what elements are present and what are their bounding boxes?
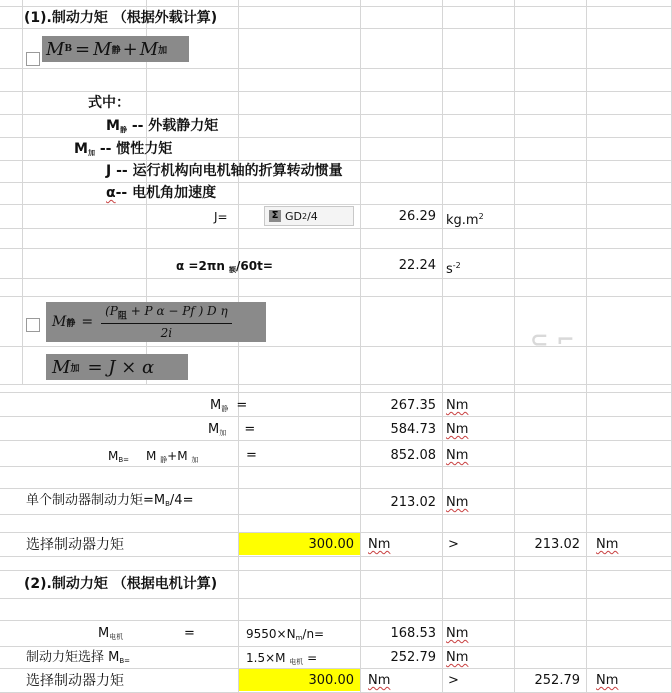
result-total-value: 852.08 [390,448,436,463]
alpha-label: α =2πn $_额$/60t= [176,259,273,274]
formula-term1-sub: 静 [111,45,121,56]
motor-torque-eq: = [184,626,195,641]
formula-inertia-torque: M 加 = J × α [46,354,188,380]
motor-torque-unit: Nm [446,626,469,641]
result-inertia-label: $M_加$ = [208,422,256,437]
single-brake-label: 单个制动器制动力矩$=M_B/4=$ [26,493,194,508]
select-brake2-compare-unit: Nm [596,673,619,688]
brake-select-value: 252.79 [390,650,436,665]
grid-line [0,228,672,229]
grid-line [0,114,672,115]
grid-line [0,466,672,467]
select-brake-compare-unit: Nm [596,537,619,552]
grid-line [0,6,672,7]
grid-line [0,137,672,138]
result-static-label: $M_静$ = [210,398,248,413]
alpha-value: 22.24 [398,258,436,273]
sigma-icon: Σ [269,210,281,222]
brake-select-label: 制动力矩选择 $M_{B=}$ [26,650,131,665]
formula-term1: M [93,38,112,60]
watermark: ⊂ ⌐ [530,328,575,353]
grid-line [0,570,672,571]
section2-title: (2).制动力矩 （根据电机计算) [24,576,218,592]
result-total-eq: = [246,448,257,463]
object-anchor [26,52,40,66]
grid-line [0,556,672,557]
object-anchor [26,318,40,332]
compare-sign-2: > [448,673,459,688]
select-brake-unit: Nm [368,537,391,552]
brake-select-expr: 1.5×M $_{电机}$ = [246,651,318,666]
select-brake2-compare-value: 252.79 [534,673,580,688]
section1-title: (1).制动力矩 （根据外载计算) [24,10,218,26]
single-brake-unit: Nm [446,495,469,510]
result-total-label-a: $M_{B=}$ [108,449,130,464]
def-inertia-moment: J -- 运行机构向电机轴的折算转动惯量 [106,163,343,179]
gd-formula-box: Σ GD 2 /4 [264,206,354,226]
grid-line [22,0,23,384]
motor-torque-label: $M_{电机}$ [98,626,124,641]
result-static-unit: Nm [446,398,469,413]
result-static-value: 267.35 [390,398,436,413]
grid-line [0,28,672,29]
grid-line [0,204,672,205]
j-unit: $kg.m^2$ [446,212,484,228]
select-brake-value[interactable]: 300.00 [308,537,354,552]
grid-line [0,384,672,385]
j-label: J= [214,210,228,224]
formula-lhs: M [46,38,65,60]
compare-sign: > [448,537,459,552]
grid-line [0,278,672,279]
grid-line [0,68,672,69]
grid-line [0,598,672,599]
grid-line [0,182,672,183]
grid-line [0,416,672,417]
j-value: 26.29 [398,209,436,224]
select-brake2-value[interactable]: 300.00 [308,673,354,688]
motor-torque-value: 168.53 [390,626,436,641]
grid-line [0,514,672,515]
result-inertia-value: 584.73 [390,422,436,437]
grid-line [0,620,672,621]
grid-line [0,488,672,489]
grid-line [0,91,672,92]
brake-select-unit: Nm [446,650,469,665]
grid-line [0,296,672,297]
where-label: 式中： [88,95,130,111]
single-brake-value: 213.02 [390,495,436,510]
grid-line [0,392,672,393]
result-total-unit: Nm [446,448,469,463]
select-brake2-label: 选择制动器力矩 [26,673,124,689]
grid-line [0,440,672,441]
formula-term2: M [139,38,159,60]
select-brake-label: 选择制动器力矩 [26,537,124,553]
alpha-unit: $s^{-2}$ [446,261,461,277]
def-angular-accel: α-- 电机角加速度 [106,185,217,201]
def-static-torque: $M_静$ -- 外载静力矩 [106,118,219,134]
grid-line [0,646,672,647]
result-total-label-b: M $_静$+M $_加$ [146,449,199,464]
formula-term2-sub: 加 [158,45,168,56]
formula-lhs-sub: B [64,44,73,54]
grid-line [0,248,672,249]
formula-static-torque: M 静 = $\frac{(P_阻 + P \alpha - Pf ) D \eta}{2i}$ [46,302,266,342]
formula-brake-torque: M B = M 静 + M 加 [42,36,189,62]
select-brake2-unit: Nm [368,673,391,688]
def-inertia-torque: $M_加$ -- 惯性力矩 [74,141,173,157]
motor-torque-expr: $9550\times N_m/n=$ [246,627,325,642]
result-inertia-unit: Nm [446,422,469,437]
fraction: $\frac{(P_阻 + P \alpha - Pf ) D \eta}{2i}$ [101,304,232,340]
select-brake-compare-value: 213.02 [534,537,580,552]
